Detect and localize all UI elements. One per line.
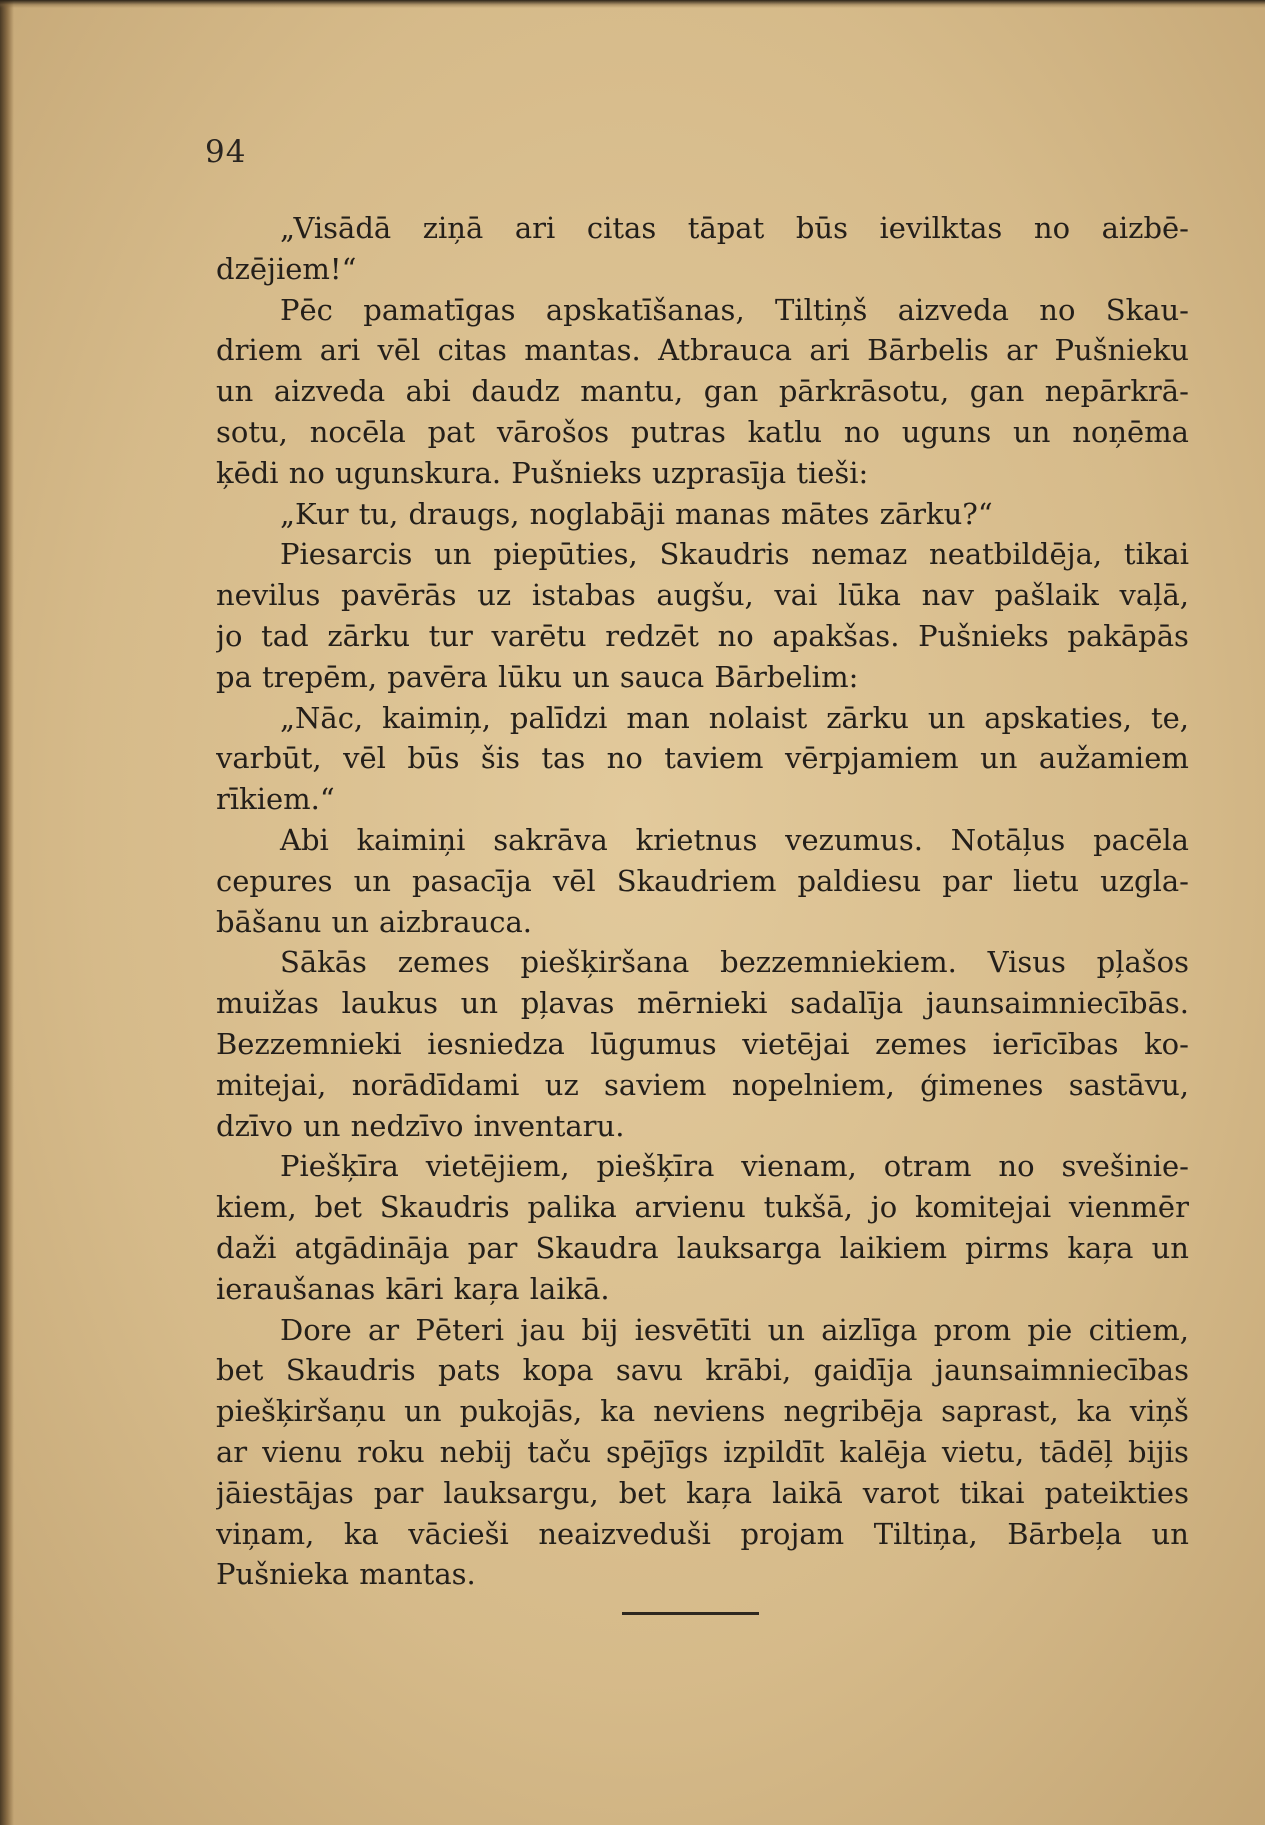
word: vācieši [408, 1516, 509, 1551]
word: pavēra [387, 659, 488, 694]
word: norādīdami [351, 1067, 520, 1102]
word: pateikties [1044, 1475, 1189, 1510]
word: un [460, 986, 499, 1021]
word: negribēja [783, 1394, 924, 1429]
word: tad [261, 618, 309, 653]
word: kaimiņ, [382, 700, 491, 735]
word: pirms [965, 1230, 1050, 1265]
text-line [216, 208, 1189, 249]
word: ka [343, 1516, 379, 1551]
word: kāri [385, 1271, 444, 1306]
word: Skaudris [659, 537, 790, 572]
page-number: 94 [205, 134, 247, 170]
word: no [1033, 211, 1071, 245]
word: roku [357, 1434, 425, 1469]
word: citas [586, 211, 657, 245]
word: Atbrauca [658, 333, 793, 368]
word: prom [933, 1312, 1012, 1347]
word: savu [615, 1353, 684, 1388]
word: un [434, 537, 472, 572]
text-line [216, 738, 1189, 779]
word: apskatīšanas, [545, 292, 745, 327]
word: manas [675, 496, 771, 531]
text-line [216, 249, 1189, 290]
word: pacēla [1093, 822, 1189, 857]
text-line [216, 453, 1189, 494]
word: vārošos [496, 414, 610, 449]
word: Dore [280, 1312, 352, 1347]
word: Tiltiņš [775, 292, 868, 327]
text-line [216, 494, 1189, 535]
word: no [1039, 292, 1076, 327]
word: muižas [216, 986, 319, 1021]
word: Pušnieks [511, 455, 642, 490]
word: paldiesu [797, 863, 922, 898]
word: neaizveduši [538, 1516, 711, 1551]
word: redzēt [605, 618, 699, 653]
word: mitejai, [216, 1067, 327, 1102]
word: bij [581, 1312, 619, 1347]
word: Visus [987, 945, 1066, 980]
word: atgādināja [294, 1230, 450, 1265]
word: ievilktas [879, 211, 1003, 245]
text-line [216, 534, 1189, 575]
word: varbūt, [216, 741, 322, 776]
word: lauksargu, [443, 1475, 599, 1510]
word: par [942, 863, 992, 898]
word: pat [427, 414, 476, 449]
word: un [1013, 414, 1051, 449]
word: Bārbeļa [1007, 1516, 1123, 1551]
word: vai [774, 578, 818, 613]
word: citiem, [1088, 1312, 1189, 1347]
word: sakrāva [493, 822, 608, 857]
word: iesniedza [427, 1026, 565, 1061]
word: abi [405, 374, 451, 409]
text-line [216, 698, 1189, 739]
word: komitejai [914, 1190, 1052, 1225]
word: Pušnieka [216, 1557, 350, 1592]
word: kopa [522, 1353, 594, 1388]
word: cepures [216, 863, 333, 898]
word: kaŗa [453, 1271, 520, 1306]
word: varētu [491, 618, 587, 653]
word: gaidīja [813, 1353, 913, 1388]
word: vēl [377, 333, 421, 368]
section-divider [622, 1612, 759, 1615]
word: arvienu [634, 1190, 746, 1225]
word: tur [428, 618, 473, 653]
text-line [216, 1187, 1189, 1228]
word: daudz [471, 374, 560, 409]
word: tikai [1123, 537, 1189, 572]
word: jo [870, 1190, 898, 1225]
text-line [216, 1228, 1189, 1269]
word: apakšas. [772, 618, 900, 653]
text-line [216, 1310, 1189, 1351]
text-line [216, 902, 1189, 943]
word: putras [630, 414, 726, 449]
word: pašlaik [994, 578, 1099, 613]
word: Skaudra [535, 1230, 659, 1265]
text-line [216, 1473, 1189, 1514]
word: vienu [262, 1434, 343, 1469]
word: mērnieki [637, 986, 768, 1021]
word: laukus [341, 986, 438, 1021]
word: tikai [959, 1475, 1025, 1510]
word: kaimiņi [356, 822, 466, 857]
word: Piešķīra [280, 1149, 399, 1184]
word: taču [527, 1434, 592, 1469]
word: tādēļ [1039, 1434, 1114, 1469]
word: „Nāc, [280, 700, 364, 735]
word: zārku [826, 700, 909, 735]
word: pļašos [1096, 945, 1189, 980]
word: bezzemniekiem. [720, 945, 957, 980]
word: aizveda [897, 292, 1009, 327]
word: sastāvu, [1068, 1067, 1189, 1102]
word: Tiltiņa, [873, 1516, 978, 1551]
word: un [927, 700, 966, 735]
word: kaŗa [1067, 1230, 1134, 1265]
word: Sākās [280, 945, 367, 980]
word: pa [216, 659, 252, 694]
word: zārku?“ [879, 496, 993, 531]
word: un [980, 741, 1018, 776]
word: taviem [664, 741, 764, 776]
word: ugunskura. [335, 455, 502, 490]
word: vietu, [941, 1434, 1025, 1469]
text-line [216, 1391, 1189, 1432]
word: uz [544, 1067, 579, 1102]
word: piešķīra [596, 1149, 715, 1184]
word: tas [541, 741, 586, 776]
word: varot [862, 1475, 940, 1510]
word: gan [703, 374, 759, 409]
word: krābi, [705, 1353, 792, 1388]
text-line [216, 657, 1189, 698]
word: gan [969, 374, 1025, 409]
word: nopelniem, [731, 1067, 895, 1102]
word: vezumus. [785, 822, 923, 857]
word: palika [527, 1190, 617, 1225]
word: jaunsaimniecībās. [925, 986, 1189, 1021]
word: kiem, [216, 1190, 297, 1225]
word: uzprasīja [652, 455, 787, 490]
text-line [216, 1065, 1189, 1106]
word: viņam, [216, 1516, 315, 1551]
word: uz [477, 578, 512, 613]
text-line [216, 1554, 1189, 1595]
word: Skaudriem [616, 863, 777, 898]
word: vietējai [742, 1026, 850, 1061]
word: pie [1027, 1312, 1073, 1347]
word: pats [437, 1353, 501, 1388]
word: ar [368, 1312, 400, 1347]
word: zemes [397, 945, 490, 980]
word: ieraušanas [216, 1271, 376, 1306]
word: augšu, [656, 578, 754, 613]
word: šis [480, 741, 520, 776]
word: ka [600, 1394, 636, 1429]
text-line [216, 290, 1189, 331]
text-line [216, 1269, 1189, 1310]
word: Skaudris [379, 1190, 510, 1225]
body-text [216, 208, 1189, 1595]
word: no [606, 741, 643, 776]
word: bet [314, 1190, 362, 1225]
text-line [216, 1350, 1189, 1391]
word: Notāļus [950, 822, 1066, 857]
word: ģimenes [920, 1067, 1044, 1102]
word: bijis [1127, 1434, 1189, 1469]
word: iesvētīti [634, 1312, 752, 1347]
word: lietu [1013, 863, 1080, 898]
word: neatbildēja, [929, 537, 1103, 572]
word: Bārbelim: [714, 659, 859, 694]
word: ar [216, 1434, 248, 1469]
word: tu, [358, 496, 399, 531]
text-line [216, 1146, 1189, 1187]
word: viņš [1129, 1394, 1189, 1429]
word: Skaudris [285, 1353, 416, 1388]
word: nevilus [216, 578, 321, 613]
word: mātes [780, 496, 870, 531]
word: Pušnieku [1054, 333, 1189, 368]
word: vienmēr [1068, 1190, 1189, 1225]
word: noņēma [1072, 414, 1189, 449]
text-line [216, 371, 1189, 412]
text-line [216, 616, 1189, 657]
word: saprast, [941, 1394, 1059, 1429]
text-line [216, 330, 1189, 371]
word: un [572, 659, 610, 694]
word: aizbē- [1101, 211, 1189, 245]
word: Pēc [280, 292, 333, 327]
word: dzējiem!“ [216, 251, 357, 286]
word: pakāpās [1067, 618, 1189, 653]
word: nedzīvo [350, 1108, 464, 1143]
word: ari [514, 211, 556, 245]
word: aužamiem [1038, 741, 1189, 776]
word: vienam, [741, 1149, 857, 1184]
word: istabas [531, 578, 636, 613]
word: „Visādā [280, 211, 392, 245]
word: mantas. [524, 333, 641, 368]
word: bāšanu [216, 904, 322, 939]
word: driem [216, 333, 303, 368]
word: Pēteri [415, 1312, 505, 1347]
word: aizveda [273, 374, 386, 409]
word: pļavas [520, 986, 615, 1021]
word: laikā [772, 1475, 843, 1510]
word: dzīvo [216, 1108, 293, 1143]
word: aizbrauca. [379, 904, 533, 939]
word: ar [1006, 333, 1038, 368]
word: nebij [439, 1434, 513, 1469]
text-line [216, 1514, 1189, 1555]
word: vēl [343, 741, 386, 776]
word: kalēja [839, 1434, 927, 1469]
word: no [717, 618, 754, 653]
word: nemaz [811, 537, 908, 572]
word: ierīcības [992, 1026, 1119, 1061]
word: aizlīga [821, 1312, 918, 1347]
word: „Kur [280, 496, 349, 531]
word: būs [407, 741, 460, 776]
text-line [216, 1106, 1189, 1147]
word: Bezzemnieki [216, 1026, 402, 1061]
word: no [288, 455, 325, 490]
word: ko- [1144, 1026, 1189, 1061]
word: un [216, 374, 254, 409]
word: pavērās [341, 578, 457, 613]
word: sauca [619, 659, 705, 694]
word: lūka [838, 578, 901, 613]
word: apskaties, [984, 700, 1132, 735]
word: pārkrāsotu, [778, 374, 950, 409]
word: nepārkrā- [1044, 374, 1189, 409]
word: vēl [552, 863, 596, 898]
text-line [216, 412, 1189, 453]
word: lauksarga [676, 1230, 822, 1265]
word: krietnus [635, 822, 758, 857]
word: citas [437, 333, 507, 368]
word: saviem [604, 1067, 707, 1102]
word: vērpjamiem [784, 741, 959, 776]
word: par [373, 1475, 424, 1510]
word: pamatīgas [363, 292, 516, 327]
word: laikā. [529, 1271, 610, 1306]
word: sotu, [216, 414, 288, 449]
word: trepēm, [262, 659, 378, 694]
text-line [216, 1024, 1189, 1065]
word: mantu, [580, 374, 684, 409]
word: jaunsaimniecības [935, 1353, 1189, 1388]
word: un [303, 1108, 341, 1143]
word: daži [216, 1230, 277, 1265]
word: zārku [327, 618, 410, 653]
word: jāiestājas [216, 1475, 354, 1510]
word: ķēdi [216, 455, 279, 490]
word: vietējiem, [425, 1149, 570, 1184]
word: ari [319, 333, 361, 368]
word: palīdzi [509, 700, 608, 735]
word: jo [216, 618, 243, 653]
word: kaŗa [686, 1475, 753, 1510]
word: bet [216, 1353, 264, 1388]
word: Abi [280, 822, 329, 857]
word: izpildīt [723, 1434, 825, 1469]
text-line [216, 779, 1189, 820]
word: būs [795, 211, 848, 245]
word: ari [809, 333, 850, 368]
word: un [404, 1394, 442, 1429]
word: no [843, 414, 880, 449]
word: inventaru. [473, 1108, 625, 1143]
word: nav [921, 578, 974, 613]
word: uzgla- [1100, 863, 1189, 898]
word: lūku [497, 659, 563, 694]
word: tieši: [796, 455, 869, 490]
word: ka [1076, 1394, 1112, 1429]
word: otram [883, 1149, 972, 1184]
word: rīkiem.“ [216, 782, 335, 817]
word: noglabāji [529, 496, 666, 531]
word: draugs, [408, 496, 520, 531]
word: piešķiršaņu [216, 1394, 387, 1429]
word: Skau- [1105, 292, 1189, 327]
word: zemes [875, 1026, 968, 1061]
word: neviens [653, 1394, 766, 1429]
text-line [216, 861, 1189, 902]
word: pasacīja [411, 863, 532, 898]
text-line [216, 983, 1189, 1024]
word: piešķiršana [520, 945, 690, 980]
word: jau [520, 1312, 566, 1347]
word: te, [1150, 700, 1189, 735]
text-line [216, 942, 1189, 983]
word: Piesarcis [280, 537, 413, 572]
word: katlu [747, 414, 823, 449]
word: projam [740, 1516, 845, 1551]
text-line [216, 575, 1189, 616]
word: svešinie- [1061, 1149, 1189, 1184]
word: man [626, 700, 690, 735]
word: tukšā, [763, 1190, 853, 1225]
word: lūgumus [590, 1026, 717, 1061]
word: un [767, 1312, 805, 1347]
word: sadalīja [790, 986, 904, 1021]
word: un [353, 863, 391, 898]
word: un [331, 904, 369, 939]
text-line [216, 820, 1189, 861]
word: Bārbelis [867, 333, 989, 368]
word: nocēla [309, 414, 406, 449]
word: no [998, 1149, 1035, 1184]
word: uguns [901, 414, 992, 449]
text-line [216, 1432, 1189, 1473]
word: ziņā [422, 211, 484, 245]
word: bet [618, 1475, 667, 1510]
word: vaļā, [1119, 578, 1189, 613]
word: Pušnieks [918, 618, 1049, 653]
word: un [1151, 1516, 1189, 1551]
word: pukojās, [459, 1394, 583, 1429]
word: par [467, 1230, 518, 1265]
word: mantas. [359, 1557, 476, 1592]
word: laikiem [839, 1230, 947, 1265]
word: un [1151, 1230, 1189, 1265]
word: tāpat [687, 211, 765, 245]
word: nolaist [708, 700, 808, 735]
word: piepūties, [493, 537, 638, 572]
word: spējīgs [606, 1434, 709, 1469]
